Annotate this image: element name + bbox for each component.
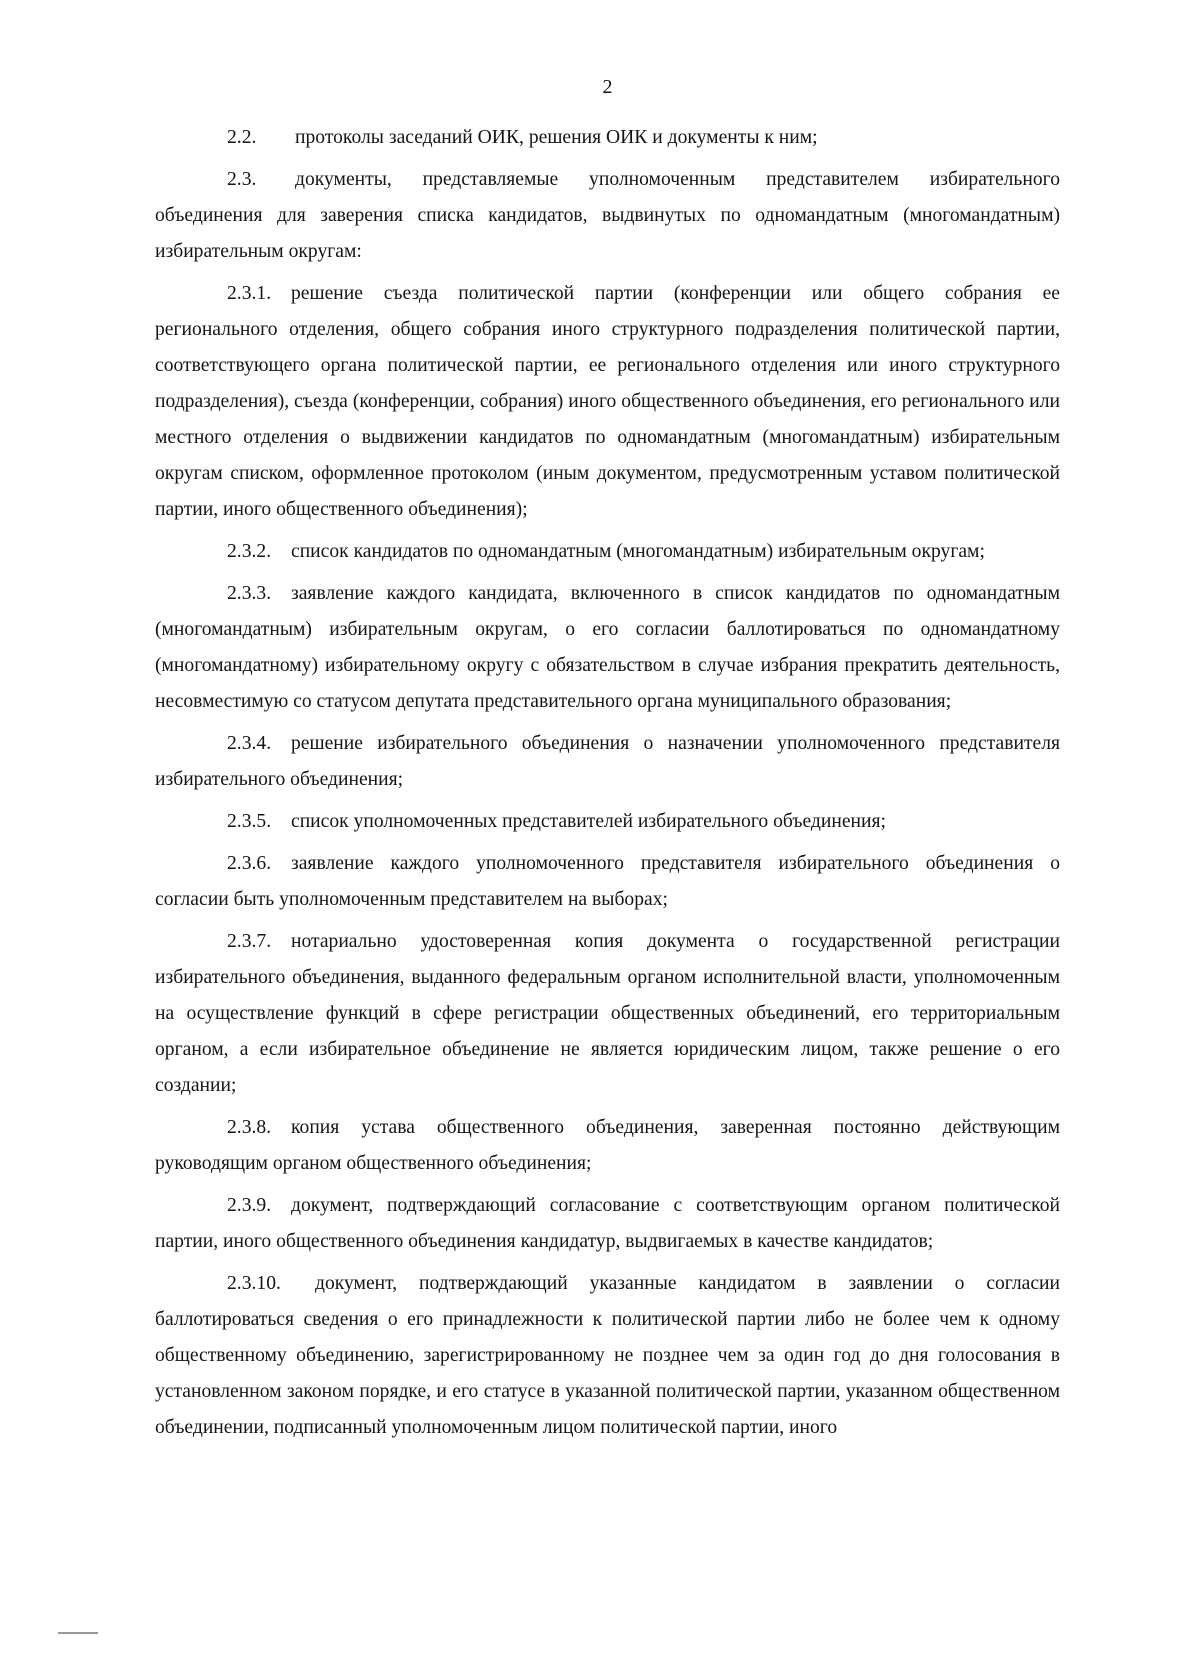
item-text: нотариально удостоверенная копия документа о государственной регистрации избирательного объединения, выданного федеральным органом исполнительной власти, уполномоченным на осуществление функций в сфере регистрации общественных объединений, его территориальным органом, а если избирательное объединение не является юридическим лицом, также решение о его создании;	[155, 931, 1060, 1096]
item-text: заявление каждого кандидата, включенного в список кандидатов по одномандатным (многомандатным) избирательным округам, о его согласии баллотироваться по одномандатному (многомандатному) избирательному округу с обязательством в случае избрания прекратить деятельность, несовместимую со статусом депутата представительного органа муниципального образования;	[155, 583, 1060, 712]
item-number: 2.3.4.	[227, 733, 272, 754]
item-text: документы, представляемые уполномоченным представителем избирательного объединения для заверения списка кандидатов, выдвинутых по одномандатным (многомандатным) избирательным округам:	[155, 169, 1060, 262]
item-number: 2.3.10.	[227, 1273, 281, 1294]
item-number: 2.3.3.	[227, 583, 272, 604]
list-item	[155, 576, 1060, 720]
item-number: 2.3.2.	[227, 541, 272, 562]
list-item	[155, 162, 1060, 270]
item-number: 2.3.1.	[227, 283, 272, 304]
item-text: заявление каждого уполномоченного представителя избирательного объединения о согласии быть уполномоченным представителем на выборах;	[155, 853, 1060, 910]
margin-mark	[58, 1632, 98, 1634]
item-text: список кандидатов по одномандатным (многомандатным) избирательным округам;	[291, 541, 985, 562]
item-text: решение съезда политической партии (конференции или общего собрания ее регионального отделения, общего собрания иного структурного подразделения политической партии, соответствующего органа политической партии, ее регионального отделения или иного структурного подразделения), съезда (конференции, собрания) иного общественного объединения, его регионального или местного отделения о выдвижении кандидатов по одномандатным (многомандатным) избирательным округам списком, оформленное протоколом (иным документом, предусмотренным уставом политической партии, иного общественного объединения);	[155, 283, 1060, 520]
item-text: документ, подтверждающий указанные кандидатом в заявлении о согласии баллотироваться сведения о его принадлежности к политической партии либо не более чем к одному общественному объединению, зарегистрированному не позднее чем за один год до дня голосования в установленном законом порядке, и его статусе в указанной политической партии, указанном общественном объединении, подписанный уполномоченным лицом политической партии, иного	[155, 1273, 1060, 1438]
item-number: 2.3.6.	[227, 853, 272, 874]
list-item	[155, 1188, 1060, 1260]
item-number: 2.3.5.	[227, 811, 272, 832]
item-text: протоколы заседаний ОИК, решения ОИК и документы к ним;	[295, 127, 818, 148]
item-text: копия устава общественного объединения, заверенная постоянно действующим руководящим органом общественного объединения;	[155, 1117, 1060, 1174]
item-number: 2.3.7.	[227, 931, 272, 952]
list-item	[155, 726, 1060, 798]
document-body	[155, 120, 1060, 1452]
list-item	[155, 534, 1060, 570]
item-number: 2.3.8.	[227, 1117, 272, 1138]
list-item	[155, 276, 1060, 528]
item-text: список уполномоченных представителей избирательного объединения;	[291, 811, 886, 832]
list-item	[155, 1110, 1060, 1182]
item-text: документ, подтверждающий согласование с соответствующим органом политической партии, иного общественного объединения кандидатур, выдвигаемых в качестве кандидатов;	[155, 1195, 1060, 1252]
item-number: 2.3.9.	[227, 1195, 272, 1216]
list-item	[155, 924, 1060, 1104]
list-item	[155, 1266, 1060, 1446]
page-number: 2	[602, 76, 613, 98]
list-item	[155, 846, 1060, 918]
item-text: решение избирательного объединения о назначении уполномоченного представителя избирательного объединения;	[155, 733, 1060, 790]
list-item	[155, 804, 1060, 840]
item-number: 2.3.	[227, 169, 257, 190]
item-number: 2.2.	[227, 127, 257, 148]
list-item	[155, 120, 1060, 156]
